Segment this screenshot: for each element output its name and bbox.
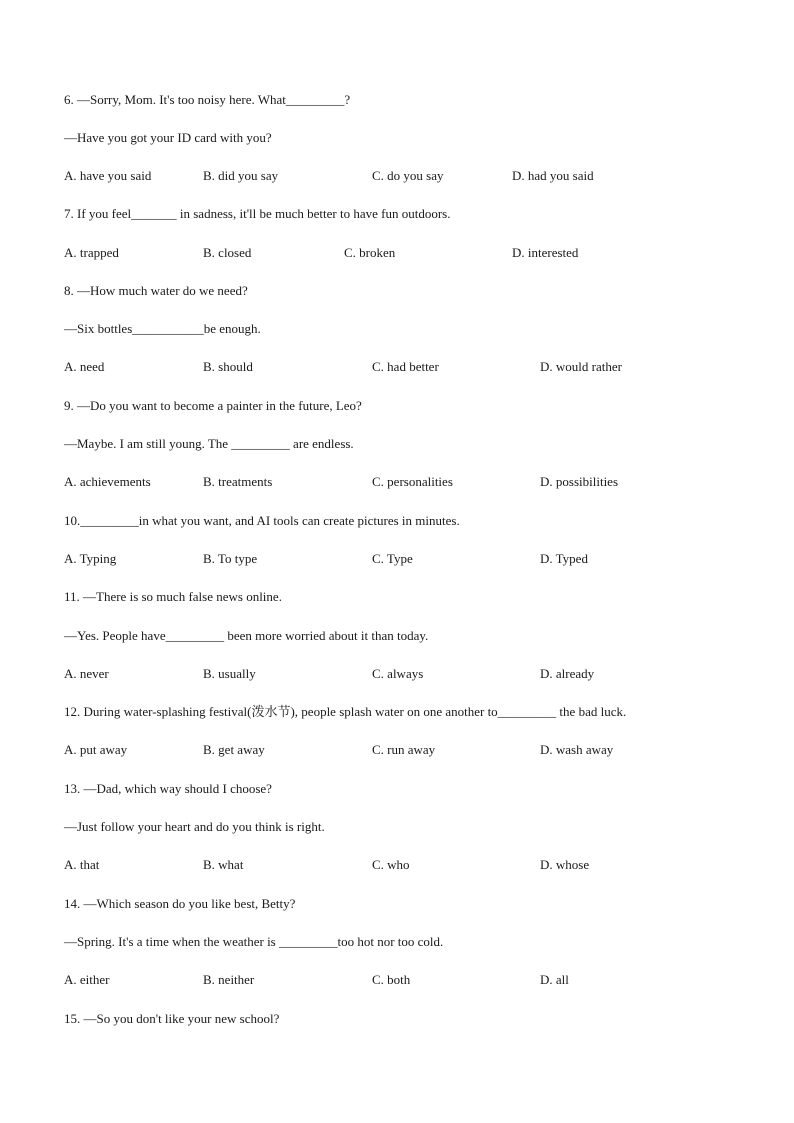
question-9-option-a: A. achievements xyxy=(64,474,151,489)
question-6-prompt: 6. —Sorry, Mom. It's too noisy here. What_________? xyxy=(64,92,351,107)
question-7-option-b: B. closed xyxy=(203,245,252,260)
question-8-option-b: B. should xyxy=(203,359,253,374)
question-11-option-b: B. usually xyxy=(203,666,256,681)
question-10-prompt: 10._________in what you want, and AI tools can create pictures in minutes. xyxy=(64,513,460,528)
question-8-prompt: 8. —How much water do we need? xyxy=(64,283,248,298)
question-12-option-a: A. put away xyxy=(64,742,128,757)
question-12-option-b: B. get away xyxy=(203,742,265,757)
question-9-response: —Maybe. I am still young. The _________ are endless. xyxy=(64,436,354,451)
question-10-option-c: C. Type xyxy=(372,551,413,566)
question-14-prompt: 14. —Which season do you like best, Betty? xyxy=(64,896,296,911)
question-14-option-a: A. either xyxy=(64,972,110,987)
question-11-prompt: 11. —There is so much false news online. xyxy=(64,589,282,604)
question-13-response: —Just follow your heart and do you think is right. xyxy=(64,819,325,834)
question-9-option-c: C. personalities xyxy=(372,474,453,489)
question-11-option-c: C. always xyxy=(372,666,424,681)
question-6-option-b: B. did you say xyxy=(203,168,279,183)
question-13-option-c: C. who xyxy=(372,857,410,872)
question-11-option-a: A. never xyxy=(64,666,109,681)
question-10-option-b: B. To type xyxy=(203,551,258,566)
question-8-option-d: D. would rather xyxy=(540,359,622,374)
question-9-option-d: D. possibilities xyxy=(540,474,619,489)
question-11-response: —Yes. People have_________ been more worried about it than today. xyxy=(64,628,429,643)
question-7-option-c: C. broken xyxy=(344,245,396,260)
question-8-response: —Six bottles___________be enough. xyxy=(64,321,261,336)
question-6-option-d: D. had you said xyxy=(512,168,594,183)
question-6-option-c: C. do you say xyxy=(372,168,444,183)
question-10-option-a: A. Typing xyxy=(64,551,117,566)
question-8-option-c: C. had better xyxy=(372,359,439,374)
question-12-option-c: C. run away xyxy=(372,742,436,757)
question-15-prompt: 15. —So you don't like your new school? xyxy=(64,1011,280,1026)
question-13-option-b: B. what xyxy=(203,857,244,872)
question-14-option-b: B. neither xyxy=(203,972,255,987)
question-7-prompt: 7. If you feel_______ in sadness, it'll be much better to have fun outdoors. xyxy=(64,206,451,221)
question-6-option-a: A. have you said xyxy=(64,168,152,183)
question-14-option-c: C. both xyxy=(372,972,411,987)
question-13-option-d: D. whose xyxy=(540,857,590,872)
question-9-prompt: 9. —Do you want to become a painter in the future, Leo? xyxy=(64,398,362,413)
question-10-option-d: D. Typed xyxy=(540,551,588,566)
question-14-response: —Spring. It's a time when the weather is _________too hot nor too cold. xyxy=(64,934,444,949)
question-13-option-a: A. that xyxy=(64,857,100,872)
question-9-option-b: B. treatments xyxy=(203,474,273,489)
question-11-option-d: D. already xyxy=(540,666,595,681)
question-8-option-a: A. need xyxy=(64,359,105,374)
question-6-response: —Have you got your ID card with you? xyxy=(64,130,272,145)
question-7-option-d: D. interested xyxy=(512,245,579,260)
question-12-prompt: 12. During water-splashing festival(泼水节), people splash water on one another to_________ the bad luck. xyxy=(64,704,627,719)
question-13-prompt: 13. —Dad, which way should I choose? xyxy=(64,781,272,796)
question-12-option-d: D. wash away xyxy=(540,742,614,757)
question-14-option-d: D. all xyxy=(540,972,569,987)
question-7-option-a: A. trapped xyxy=(64,245,119,260)
